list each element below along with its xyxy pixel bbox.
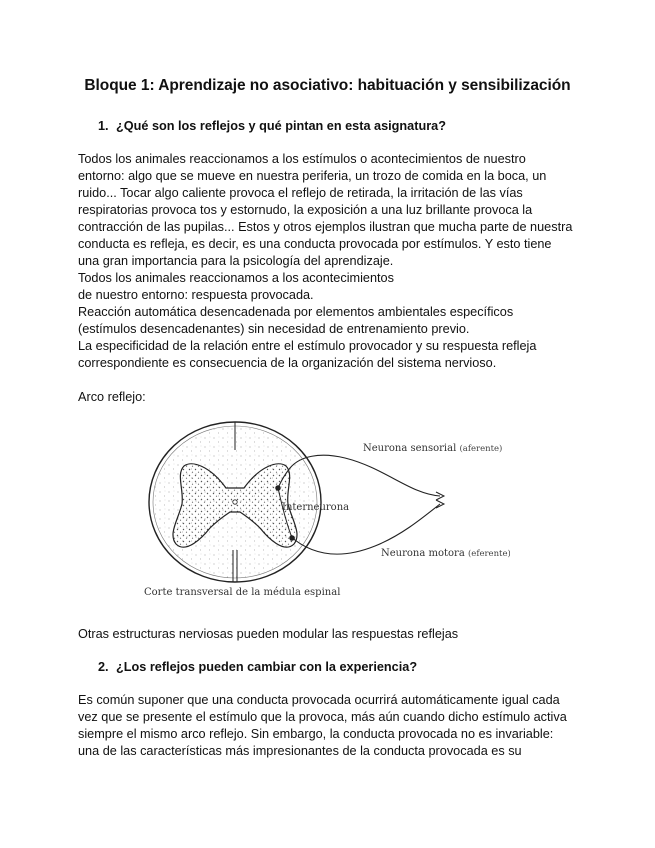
- reflex-arc-figure: [140, 408, 510, 605]
- paragraph-line: respiratorias provoca tos y estornudo, la exposición a una luz brillante provoca la: [78, 203, 533, 217]
- sensory-neuron-label: Neurona sensorial (aferente): [363, 443, 503, 454]
- paragraph-line: conducta es refleja, es decir, es una conducta provocada por estímulos. Y esto tiene: [78, 237, 552, 251]
- paragraph-line: de nuestro entorno: respuesta provocada.: [78, 288, 314, 302]
- paragraph-line: contracción de las pupilas... Estos y otros ejemplos ilustran que mucha parte de nuestra: [78, 220, 573, 234]
- section-1-heading: [98, 119, 446, 133]
- paragraph-line: Reacción automática desencadenada por elementos ambientales específicos: [78, 305, 514, 319]
- central-canal: [233, 500, 237, 504]
- paragraph-line: ruido... Tocar algo caliente provoca el reflejo de retirada, la irritación de las vías: [78, 186, 523, 200]
- page-title: Bloque 1: Aprendizaje no asociativo: habituación y sensibilización: [84, 77, 571, 94]
- motor-neuron-label: Neurona motora (eferente): [381, 548, 510, 559]
- section-2-heading: [98, 660, 417, 674]
- section-1-number: 1.: [98, 119, 109, 133]
- paragraph-line: Es común suponer que una conducta provocada ocurrirá automáticamente igual cada: [78, 693, 560, 707]
- interneuron-label: Interneurona: [282, 502, 350, 513]
- arc-reflex-label: Arco reflejo:: [78, 390, 146, 404]
- section-2-heading-text: ¿Los reflejos pueden cambiar con la experiencia?: [116, 660, 418, 674]
- figure-caption: Corte transversal de la médula espinal: [144, 587, 341, 598]
- paragraph-line: (estímulos desencadenantes) sin necesidad de entrenamiento previo.: [78, 322, 470, 336]
- paragraph-line: correspondiente es consecuencia de la organización del sistema nervioso.: [78, 356, 497, 370]
- paragraph-line: una gran importancia para la psicología del aprendizaje.: [78, 254, 394, 268]
- paragraph-line: Todos los animales reaccionamos a los estímulos o acontecimientos de nuestro: [78, 152, 526, 166]
- paragraph-line: una de las características más impresionantes de la conducta provocada es su: [78, 744, 522, 758]
- paragraph-line: entorno: algo que se mueve en nuestra periferia, un trozo de comida en la boca, un: [78, 169, 547, 183]
- section-2-number: 2.: [98, 660, 109, 674]
- paragraph-line: La especificidad de la relación entre el estímulo provocador y su respuesta refleja: [78, 339, 537, 353]
- paragraph-line: siempre el mismo arco reflejo. Sin embargo, la conducta provocada no es invariable:: [78, 727, 554, 741]
- spinal-cord-diagram: [140, 408, 510, 600]
- section-1-heading-text: ¿Qué son los reflejos y qué pintan en esta asignatura?: [116, 119, 446, 133]
- paragraph-line: vez que se presente el estímulo que la provoca, más aún cuando dicho estímulo activa: [78, 710, 567, 724]
- paragraph-line: Todos los animales reaccionamos a los acontecimientos: [78, 271, 394, 285]
- modulation-line: Otras estructuras nerviosas pueden modular las respuestas reflejas: [78, 627, 459, 641]
